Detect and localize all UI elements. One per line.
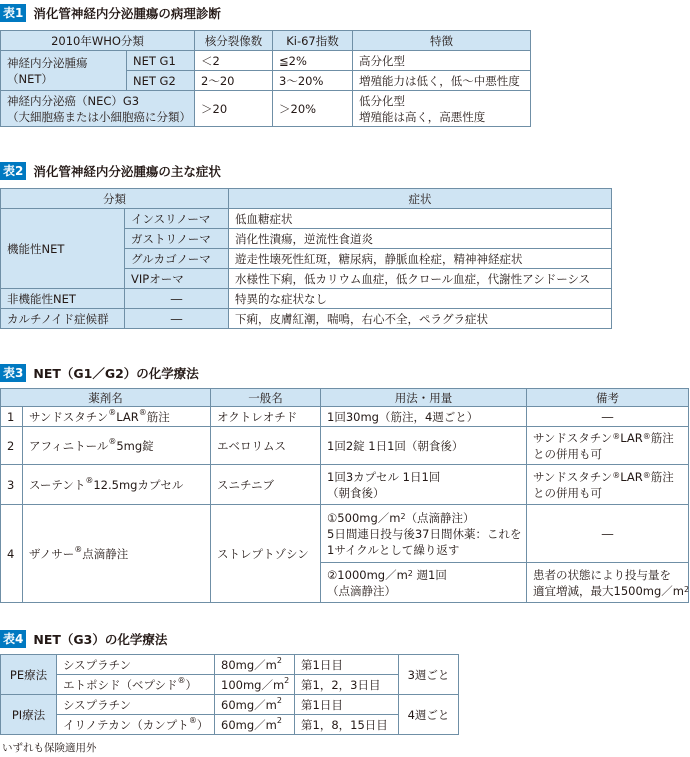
t3-header-generic: 一般名	[211, 389, 321, 407]
t3-r4-note-b2: 適宜増減，最大1500mg／m	[533, 583, 684, 598]
t4-pe-dose2	[215, 675, 295, 695]
t3-r2-drug	[23, 427, 211, 465]
t3-r2-note-reg1: ®	[612, 431, 621, 441]
t4-pe-drug1: シスプラチン	[57, 655, 215, 675]
g3-chemo-table	[0, 654, 459, 735]
t3-header-dose: 用法・用量	[321, 389, 527, 407]
t3-header-drug: 薬剤名	[1, 389, 211, 407]
t2-gastrinoma-symptom: 消化性潰瘍，逆流性食道炎	[229, 229, 612, 249]
t4-pi-dose1	[215, 695, 295, 715]
t4-pi-drug2-reg: ®	[188, 715, 197, 725]
t4-pe-dose2-sq: 2	[284, 675, 290, 685]
t3-r3-dose	[321, 465, 527, 505]
pathology-table	[0, 30, 531, 127]
table1-tag: 表1	[0, 4, 26, 22]
t4-pi-dose1-sq: 2	[276, 695, 282, 705]
net-chemo-table	[0, 388, 689, 603]
t2-nonfunctional: 非機能性NET	[1, 289, 125, 309]
t3-r1-generic: オクトレオチド	[211, 407, 321, 427]
t3-r1-drug-a: サンドスタチン	[29, 409, 109, 424]
t3-r2-drug-b: 5mg錠	[116, 438, 154, 453]
t4-pi-dose2-sq: 2	[276, 715, 282, 725]
t3-r2-note-c: 筋注	[650, 430, 674, 445]
t2-carcinoid: カルチノイド症候群	[1, 309, 125, 329]
t4-pi-dose2-val: 60mg／m	[221, 717, 277, 732]
t3-r4-note-b-sq: 2	[683, 584, 690, 594]
t1-feature-g1: 高分化型	[353, 51, 531, 71]
t4-pe-day2: 第1，2，3日目	[295, 675, 399, 695]
t2-insulinoma-symptom: 低血糖症状	[229, 209, 612, 229]
t3-r3-no: 3	[1, 465, 23, 505]
t4-pe-cycle: 3週ごと	[399, 655, 459, 695]
t3-header-note: 備考	[527, 389, 689, 407]
t3-r4-dose-b	[321, 563, 527, 603]
table3-tag: 表3	[0, 364, 26, 382]
t2-vipoma: VIPオーマ	[125, 269, 229, 289]
t3-r4-no: 4	[1, 505, 23, 603]
t3-r2-dose: 1回2錠 1日1回（朝食後）	[321, 427, 527, 465]
table3-title: NET（G1／G2）の化学療法	[33, 366, 199, 381]
t2-nonfunctional-symptom: 特異的な症状なし	[229, 289, 612, 309]
table1-title-row	[0, 4, 221, 22]
t1-net-group	[1, 51, 127, 91]
t1-nec-label-line1: 神経内分泌癌（NEC）G3	[7, 93, 140, 108]
t1-nec-label-line2: （大細胞癌または小細胞癌に分類）	[7, 109, 191, 124]
t3-r4-drug	[23, 505, 211, 603]
t4-pe-dose2-val: 100mg／m	[221, 677, 285, 692]
symptoms-table	[0, 188, 612, 329]
t3-r2-note-line2: との併用も可	[533, 446, 602, 461]
t1-grade-g2: NET G2	[127, 71, 195, 91]
table4-title: NET（G3）の化学療法	[33, 632, 168, 647]
t3-r4-dose-a	[321, 505, 527, 563]
table4-title-row	[0, 630, 167, 648]
t3-r3-dose-line2: （朝食後）	[327, 485, 385, 500]
t3-r4-note-b1: 患者の状態により投与量を	[533, 567, 671, 582]
t3-r1-drug-c: 筋注	[146, 409, 170, 424]
table2-tag: 表2	[0, 162, 26, 180]
t4-pi-drug1: シスプラチン	[57, 695, 215, 715]
t4-pi-drug2-end: ）	[196, 717, 209, 732]
table2-title: 消化管神経内分泌腫瘍の主な症状	[33, 164, 221, 179]
t3-r4-dose-a3: 1サイクルとして繰り返す	[327, 542, 460, 557]
t3-r1-dose: 1回30mg（筋注，4週ごと）	[321, 407, 527, 427]
t4-pe-day1: 第1日目	[295, 655, 399, 675]
table1-title: 消化管神経内分泌腫瘍の病理診断	[33, 6, 221, 21]
t1-nec-feature-line1: 低分化型	[359, 93, 405, 108]
t3-r1-note: ―	[527, 407, 689, 427]
t3-r3-reg: ®	[85, 475, 94, 485]
t3-r3-drug-b: 12.5mgカプセル	[93, 477, 184, 492]
t3-r1-reg2: ®	[138, 407, 147, 417]
t4-pe-drug2-a: エトポシド（ベプシド	[63, 677, 178, 692]
t3-r2-note-b: LAR	[620, 430, 643, 445]
t3-r2-drug-a: アフィニトール	[29, 438, 109, 453]
t1-feature-g2: 増殖能力は低く，低～中悪性度	[353, 71, 531, 91]
t3-r2-generic: エベロリムス	[211, 427, 321, 465]
t4-pi-day1: 第1日目	[295, 695, 399, 715]
t4-pe-label: PE療法	[1, 655, 57, 695]
t3-r4-drug-b: 点滴静注	[82, 546, 129, 561]
t2-gastrinoma: ガストリノーマ	[125, 229, 229, 249]
t1-mitosis-g2: 2～20	[195, 71, 273, 91]
t3-r3-note-reg1: ®	[612, 470, 621, 480]
t1-nec-feature	[353, 91, 531, 127]
t1-header-feature: 特徴	[353, 31, 531, 51]
t3-r3-note-reg2: ®	[642, 470, 651, 480]
t1-nec-ki67: ＞20%	[273, 91, 353, 127]
t4-pi-drug2	[57, 715, 215, 735]
t3-r2-note	[527, 427, 689, 465]
t1-header-mitosis: 核分裂像数	[195, 31, 273, 51]
t1-grade-g1: NET G1	[127, 51, 195, 71]
t1-nec-mitosis: ＞20	[195, 91, 273, 127]
t3-r4-dose-b1b: 週1回	[412, 567, 447, 582]
t4-pi-dose1-val: 60mg／m	[221, 697, 277, 712]
t3-r3-note-b: LAR	[620, 469, 643, 484]
t3-r1-drug-b: LAR	[116, 409, 139, 424]
t3-r3-note-c: 筋注	[650, 469, 674, 484]
t3-r2-no: 2	[1, 427, 23, 465]
t4-pi-label: PI療法	[1, 695, 57, 735]
t2-header-class: 分類	[1, 189, 229, 209]
t3-r1-reg1: ®	[108, 407, 117, 417]
t4-pi-drug2-a: イリノテカン（カンプト	[63, 717, 189, 732]
t2-nonfunctional-sub: ―	[125, 289, 229, 309]
t3-r4-note-a: ―	[527, 505, 689, 563]
t3-r4-dose-a1b: （点滴静注）	[405, 510, 475, 525]
t4-pi-day2: 第1，8，15日目	[295, 715, 399, 735]
t3-r3-note	[527, 465, 689, 505]
t4-pe-dose1-val: 80mg／m	[221, 657, 277, 672]
t1-header-ki67: Ki-67指数	[273, 31, 353, 51]
t4-pe-drug2-end: ）	[185, 677, 198, 692]
t1-header-who: 2010年WHO分類	[1, 31, 195, 51]
t4-pe-dose1-sq: 2	[276, 655, 282, 665]
t2-vipoma-symptom: 水様性下痢，低カリウム血症，低クロール血症，代謝性アシドーシス	[229, 269, 612, 289]
t2-header-symptom: 症状	[229, 189, 612, 209]
t1-nec-label	[1, 91, 195, 127]
table2-title-row	[0, 162, 221, 180]
t3-r3-drug-a: スーテント	[29, 477, 86, 492]
insurance-note: いずれも保険適用外	[2, 742, 97, 754]
t1-net-group-line2: （NET）	[7, 71, 53, 86]
t4-pe-dose1	[215, 655, 295, 675]
t2-glucagonoma: グルカゴノーマ	[125, 249, 229, 269]
t3-r4-dose-b2: （点滴静注）	[327, 583, 396, 598]
t3-r4-drug-a: ザノサー	[29, 546, 75, 561]
t1-nec-feature-line2: 増殖能は高く，高悪性度	[359, 109, 486, 124]
t3-r4-reg: ®	[74, 544, 83, 554]
t1-ki67-g1: ≦2%	[273, 51, 353, 71]
t3-r3-drug	[23, 465, 211, 505]
t3-r4-note-b	[527, 563, 689, 603]
t1-net-group-line1: 神経内分泌腫瘍	[7, 55, 88, 70]
t2-carcinoid-sub: ―	[125, 309, 229, 329]
t1-ki67-g2: 3～20%	[273, 71, 353, 91]
t3-r4-dose-a2: 5日間連日投与後37日間休薬：これを	[327, 526, 522, 541]
t1-mitosis-g1: ＜2	[195, 51, 273, 71]
t2-glucagonoma-symptom: 遊走性壊死性紅斑，糖尿病，静脈血栓症，精神神経症状	[229, 249, 612, 269]
t3-r4-generic: ストレプトゾシン	[211, 505, 321, 603]
t3-r3-note-a: サンドスタチン	[533, 469, 613, 484]
t3-r4-dose-b-sq: 2	[407, 568, 413, 578]
t3-r1-no: 1	[1, 407, 23, 427]
t2-insulinoma: インスリノーマ	[125, 209, 229, 229]
t3-r2-note-reg2: ®	[642, 431, 651, 441]
t4-pe-drug2	[57, 675, 215, 695]
t4-pi-cycle: 4週ごと	[399, 695, 459, 735]
t3-r4-dose-b1: ②1000mg／m	[327, 567, 408, 582]
t3-r3-note-line2: との併用も可	[533, 485, 602, 500]
t3-r2-reg: ®	[108, 436, 117, 446]
t4-pe-drug2-reg: ®	[177, 675, 186, 685]
table4-tag: 表4	[0, 630, 26, 648]
t3-r2-note-a: サンドスタチン	[533, 430, 613, 445]
t2-functional-label: 機能性NET	[1, 209, 125, 289]
t3-r4-dose-a-sq: 2	[400, 511, 406, 521]
table3-title-row	[0, 364, 199, 382]
t3-r4-dose-a1: ①500mg／m	[327, 510, 401, 525]
t3-r3-dose-line1: 1回3カプセル 1日1回	[327, 469, 441, 484]
t3-r3-generic: スニチニブ	[211, 465, 321, 505]
t3-r1-drug	[23, 407, 211, 427]
t2-carcinoid-symptom: 下痢，皮膚紅潮，喘鳴，右心不全，ペラグラ症状	[229, 309, 612, 329]
t4-pi-dose2	[215, 715, 295, 735]
